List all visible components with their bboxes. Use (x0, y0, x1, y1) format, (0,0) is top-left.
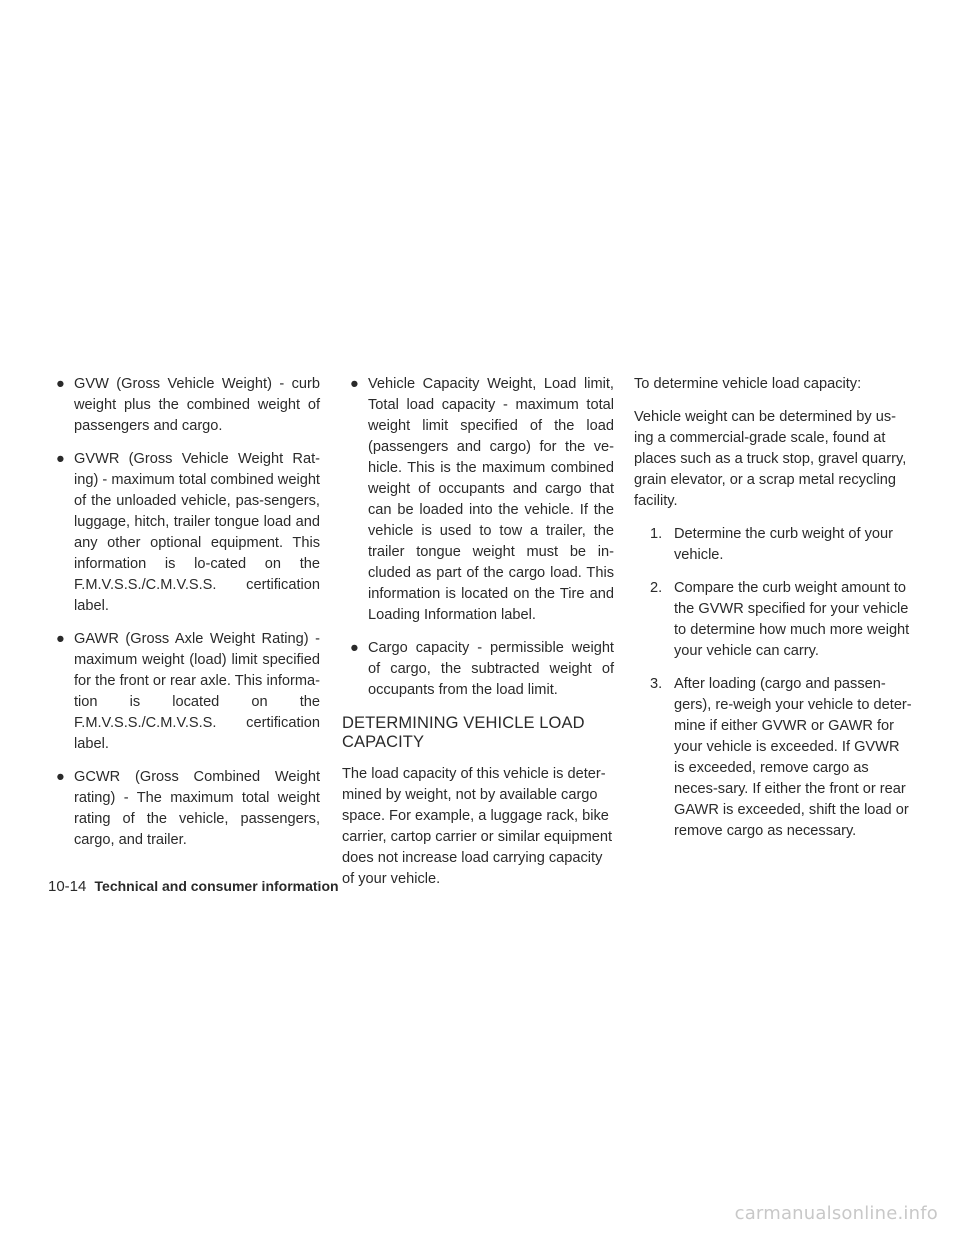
page-footer (48, 876, 339, 897)
body-paragraph: Vehicle weight can be determined by us-ing a commercial-grade scale, found at places such as a truck stop, gravel quarry, grain elevator, or a scrap metal recycling facility. (634, 409, 907, 509)
bullet-dot-icon: ● (350, 640, 359, 656)
watermark: carmanualsonline.info (734, 1203, 938, 1224)
bullet-text: GCWR (Gross Combined Weight rating) - The maximum total weight rating of the vehicle, passengers, cargo, and trailer. (74, 769, 320, 848)
bullet-dot-icon: ● (56, 451, 65, 467)
section-title: Technical and consumer information (94, 878, 339, 894)
step-item (634, 524, 912, 566)
section-heading: DETERMINING VEHICLE LOAD CAPACITY (342, 714, 585, 751)
bullet-cargo-capacity (342, 638, 614, 701)
column-1 (48, 374, 320, 863)
bullet-dot-icon: ● (56, 769, 65, 785)
step-item (634, 578, 912, 662)
bullet-text: GVW (Gross Vehicle Weight) - curb weight plus the combined weight of passengers and cargo. (74, 376, 320, 434)
step-text: After loading (cargo and passen-gers), re-weigh your vehicle to deter-mine if either GVWR or GAWR for your vehicle is exceeded. If GVWR is exceeded, remove cargo as neces-sary. If either the front or rear GAWR is exceeded, shift the load or remove cargo as necessary. (674, 676, 912, 839)
step-number: 2. (650, 580, 663, 596)
bullet-dot-icon: ● (56, 376, 65, 392)
body-paragraph: The load capacity of this vehicle is deter-mined by weight, not by available cargo space. For example, a luggage rack, bike carrier, cartop carrier or similar equipment does not increase load carrying capacity of your vehicle. (342, 766, 613, 887)
bullet-dot-icon: ● (350, 376, 359, 392)
bullet-gawr (48, 629, 320, 755)
page-number: 10-14 (48, 878, 87, 895)
step-item (634, 674, 912, 842)
step-text: Compare the curb weight amount to the GVWR specified for your vehicle to determine how much more weight your vehicle can carry. (674, 580, 910, 659)
bullet-gvwr (48, 449, 320, 617)
bullet-text: Vehicle Capacity Weight, Load limit, Total load capacity - maximum total weight limit specified of the load (passengers and cargo) for the ve-hicle. This is the maximum combined weight of occupants and cargo that can be loaded into the vehicle. If the vehicle is used to tow a trailer, the trailer tongue weight must be in-cluded as part of the cargo load. This information is located on the Tire and Loading Information label. (368, 376, 614, 623)
bullet-dot-icon: ● (56, 631, 65, 647)
bullet-gvw (48, 374, 320, 437)
bullet-vehicle-capacity-weight (342, 374, 614, 626)
bullet-text: Cargo capacity - permissible weight of cargo, the subtracted weight of occupants from the load limit. (368, 640, 614, 698)
step-number: 3. (650, 676, 663, 692)
column-2 (342, 374, 614, 902)
column-3 (634, 374, 912, 854)
bullet-text: GAWR (Gross Axle Weight Rating) - maximum weight (load) limit specified for the front or rear axle. This informa-tion is located on the F.M.V.S.S./C.M.V.S.S. certification label. (74, 631, 320, 752)
bullet-text: GVWR (Gross Vehicle Weight Rat-ing) - maximum total combined weight of the unloaded vehicle, pas-sengers, luggage, hitch, trailer tongue load and any other optional equipment. This information is lo-cated on the F.M.V.S.S./C.M.V.S.S. certification label. (74, 451, 320, 614)
intro-text: To determine vehicle load capacity: (634, 376, 862, 392)
step-text: Determine the curb weight of your vehicle. (674, 526, 894, 563)
step-number: 1. (650, 526, 663, 542)
bullet-gcwr (48, 767, 320, 851)
